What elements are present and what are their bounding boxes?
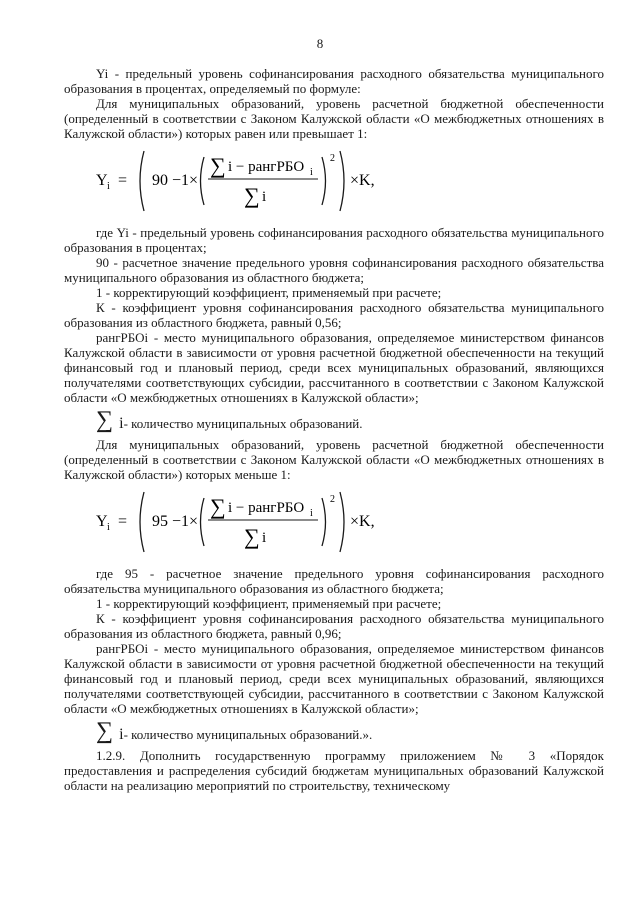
formula-2 <box>96 486 604 558</box>
left-outer-paren <box>140 492 144 552</box>
power: 2 <box>330 153 335 164</box>
formula-constant: 90 <box>152 172 168 189</box>
paragraph: рангРБОi - место муниципального образования, определяемое министерством финансов Калужской области в зависимости от уровня расчетной бюджетной обеспеченности на текущий финансовый год и плановый период, среди всех муниципальных образований, являющихся получателями соответствующих субсидии, рассчитанного в соответствии с Законом Калужской области «О межбюджетных отношениях в Калужской области»; <box>64 330 604 405</box>
denominator-text: i <box>262 189 267 205</box>
formula-equals: = <box>118 513 128 530</box>
formula-1 <box>96 145 604 217</box>
paragraph: К - коэффициент уровня софинансирования расходного обязательства муниципального образования из областного бюджета, равный 0,56; <box>64 300 604 330</box>
formula-minus-one: −1× <box>172 172 199 189</box>
paragraph: Для муниципальных образований, уровень расчетной бюджетной обеспеченности (определенный в соответствии с Законом Калужской области «О межбюджетных отношениях в Калужской области») которых равен или превышает 1: <box>64 96 604 141</box>
numerator-sub: i <box>310 167 313 178</box>
numerator-sum: ∑ <box>210 494 226 519</box>
sum-symbol: ∑ <box>96 718 114 744</box>
page-number: 8 <box>316 36 324 51</box>
formula-tail: ×K, <box>350 513 375 530</box>
sum-letter: i <box>119 415 124 432</box>
denominator-text: i <box>262 530 267 546</box>
left-inner-paren <box>201 498 205 546</box>
denominator-sum: ∑ <box>244 524 260 549</box>
numerator-text: i − рангРБО <box>228 500 305 516</box>
sum-description: - количество муниципальных образований. <box>123 416 363 431</box>
right-outer-paren <box>340 492 344 552</box>
paragraph: Yi - предельный уровень софинансирования расходного обязательства муниципального образования в процентах, определяемый по формуле: <box>64 66 604 96</box>
numerator-sub: i <box>310 508 313 519</box>
formula-equals: = <box>118 172 128 189</box>
left-inner-paren <box>201 157 205 205</box>
formula-1-graphic <box>96 145 416 217</box>
sum-symbol: ∑ <box>96 407 114 433</box>
paragraph: где 95 - расчетное значение предельного уровня софинансирования расходного обязательства муниципального образования из областного бюджета; <box>64 566 604 596</box>
formula-lhs: Y <box>96 513 108 530</box>
right-inner-paren <box>322 157 326 205</box>
numerator-text: i − рангРБО <box>228 159 305 175</box>
paragraph: 90 - расчетное значение предельного уровня софинансирования расходного обязательства муниципального образования из областного бюджета; <box>64 255 604 285</box>
formula-tail: ×K, <box>350 172 375 189</box>
paragraph: 1 - корректирующий коэффициент, применяемый при расчете; <box>96 596 442 611</box>
paragraph: где Yi - предельный уровень софинансирования расходного обязательства муниципального образования в процентах; <box>64 225 604 255</box>
formula-lhs-sub: i <box>107 522 110 533</box>
right-outer-paren <box>340 151 344 211</box>
formula-lhs-sub: i <box>107 181 110 192</box>
left-outer-paren <box>140 151 144 211</box>
formula-lhs: Y <box>96 172 108 189</box>
denominator-sum: ∑ <box>244 183 260 208</box>
formula-minus-one: −1× <box>172 513 199 530</box>
paragraph: К - коэффициент уровня софинансирования расходного обязательства муниципального образования из областного бюджета, равный 0,96; <box>64 611 604 641</box>
sum-description: - количество муниципальных образований.». <box>123 727 373 742</box>
paragraph: рангРБОi - место муниципального образования, определяемое министерством финансов Калужской области в зависимости от уровня расчетной бюджетной обеспеченности на текущий финансовый год и плановый период, среди всех муниципальных образований, являющихся получателями соответствующей субсидии, рассчитанного в соответствии с Законом Калужской области «О межбюджетных отношениях в Калужской области»; <box>64 641 604 716</box>
sum-definition-1 <box>96 409 604 431</box>
paragraph: Для муниципальных образований, уровень расчетной бюджетной обеспеченности (определенный в соответствии с Законом Калужской области «О межбюджетных отношениях в Калужской области») которых меньше 1: <box>64 437 604 482</box>
formula-constant: 95 <box>152 513 168 530</box>
sum-letter: i <box>119 726 124 743</box>
numerator-sum: ∑ <box>210 153 226 178</box>
formula-2-graphic <box>96 486 416 558</box>
power: 2 <box>330 494 335 505</box>
paragraph: 1 - корректирующий коэффициент, применяемый при расчете; <box>96 285 442 300</box>
paragraph: 1.2.9. Дополнить государственную программу приложением № 3 «Порядок предоставления и распределения субсидий бюджетам муниципальных образований Калужской области на реализацию мероприятий по строительству, техническому <box>64 748 604 793</box>
sum-definition-2 <box>96 720 604 742</box>
document-body <box>64 66 604 793</box>
right-inner-paren <box>322 498 326 546</box>
